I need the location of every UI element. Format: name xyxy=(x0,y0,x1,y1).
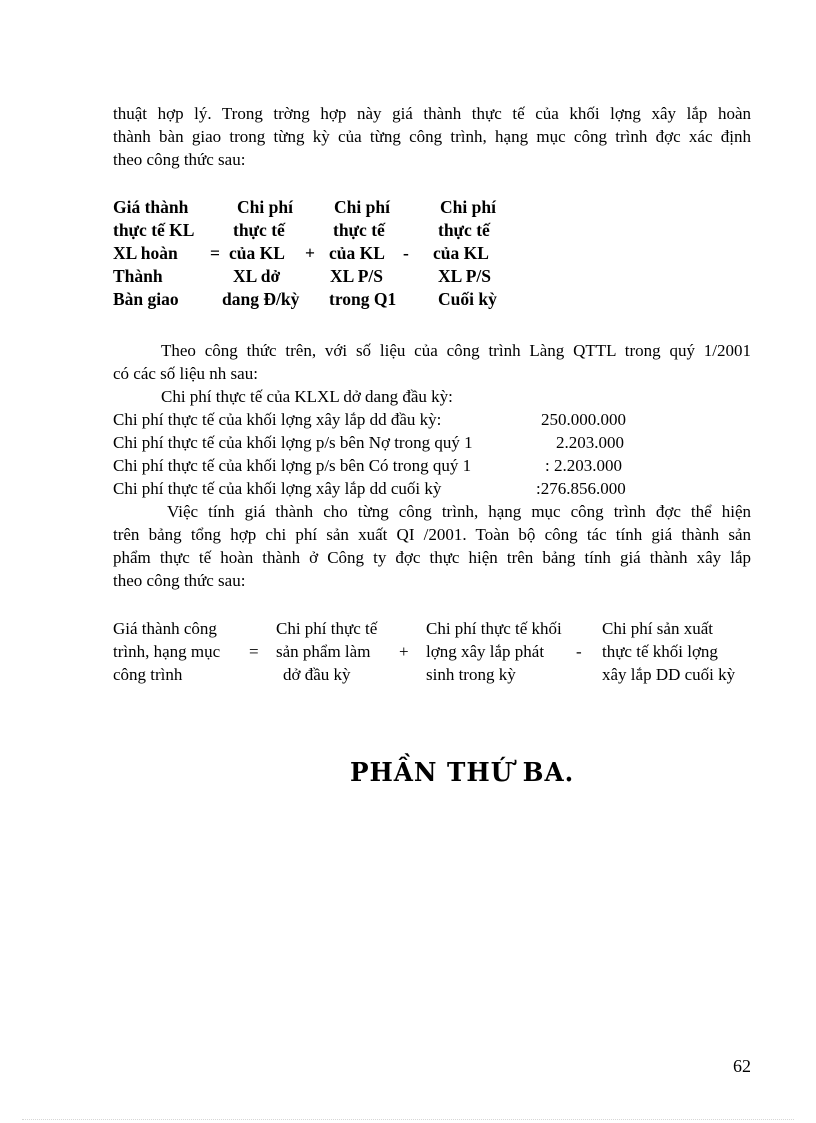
formula1-col4-line: XL P/S xyxy=(438,266,492,286)
para3-line: phẩm thực tế hoàn thành ở Công ty đợc thực hiện trên bảng tính giá thành xây lắp xyxy=(113,548,751,567)
formula1-equals-sign: = xyxy=(210,243,220,263)
formula2-col1-line: Giá thành công xyxy=(113,619,217,638)
formula1-col1-line: thực tế KL xyxy=(113,220,195,240)
formula1-col2-line: dang Đ/kỳ xyxy=(222,289,300,309)
intro-line: theo công thức sau: xyxy=(113,150,246,169)
formula1-col3-line: của KL xyxy=(329,243,385,263)
formula2-plus-sign: + xyxy=(399,642,409,661)
formula1-col1-line: XL hoàn xyxy=(113,243,178,263)
intro-line: thành bàn giao trong từng kỳ của từng công trình, hạng mục công trình đợc xác định xyxy=(113,127,751,146)
para2-subhead: Chi phí thực tế của KLXL dở dang đầu kỳ: xyxy=(161,387,453,406)
formula1-col3-line: trong Q1 xyxy=(329,289,397,309)
formula1-col1-line: Bàn giao xyxy=(113,289,179,309)
footer-divider xyxy=(22,1119,794,1120)
cost-row-label: Chi phí thực tế của khối lợng p/s bên Có trong quý 1 xyxy=(113,456,472,475)
cost-row-label: Chi phí thực tế của khối lợng xây lắp dd đầu kỳ: xyxy=(113,410,442,429)
cost-row-value: :276.856.000 xyxy=(536,479,626,498)
formula1-col4-line: Chi phí xyxy=(440,197,496,217)
formula1-col4-line: thực tế xyxy=(438,220,490,240)
cost-row-value: 250.000.000 xyxy=(541,410,626,429)
formula1-minus-sign: - xyxy=(403,243,409,263)
formula2-col2-line: Chi phí thực tế xyxy=(276,619,378,638)
formula1-col2-line: của KL xyxy=(229,243,285,263)
intro-line: thuật hợp lý. Trong trờng hợp này giá thành thực tế của khối lợng xây lắp hoàn xyxy=(113,104,751,123)
formula2-col4-line: thực tế khối lợng xyxy=(602,642,718,661)
formula2-col1-line: công trình xyxy=(113,665,183,684)
para3-line: theo công thức sau: xyxy=(113,571,246,590)
formula2-equals-sign: = xyxy=(249,642,259,661)
formula2-col1-line: trình, hạng mục xyxy=(113,642,221,661)
cost-row-label: Chi phí thực tế của khối lợng p/s bên Nợ trong quý 1 xyxy=(113,433,473,452)
intro-paragraph xyxy=(113,102,751,171)
para2-line: Theo công thức trên, với số liệu của công trình Làng QTTL trong quý 1/2001 xyxy=(161,341,751,360)
formula2-minus-sign: - xyxy=(576,642,582,661)
formula1-col3-line: Chi phí xyxy=(334,197,390,217)
page-number: 62 xyxy=(733,1056,751,1076)
para3-line: trên bảng tổng hợp chi phí sản xuất QI /2001. Toàn bộ công tác tính giá thành sản xyxy=(113,525,751,544)
formula2-col4-line: Chi phí sản xuất xyxy=(602,619,713,638)
formula1-col2-line: Chi phí xyxy=(237,197,293,217)
formula1-col3-line: thực tế xyxy=(333,220,385,240)
formula2-col2-line: dở đầu kỳ xyxy=(283,665,351,684)
formula1-col2-line: XL dở xyxy=(233,266,281,286)
section-heading: PHẦN THỨ BA. xyxy=(350,758,575,788)
cost-row-label: Chi phí thực tế của khối lợng xây lắp dd cuối kỳ xyxy=(113,479,442,498)
formula2-col3-line: Chi phí thực tế khối xyxy=(426,619,562,638)
formula1-col1-line: Giá thành xyxy=(113,197,189,217)
formula2-col3-line: lợng xây lắp phát xyxy=(426,642,545,661)
formula1-plus-sign: + xyxy=(305,243,315,263)
formula1-col2-line: thực tế xyxy=(233,220,285,240)
cost-row-value: 2.203.000 xyxy=(556,433,624,452)
para2-line: có các số liệu nh sau: xyxy=(113,364,258,383)
para3-line: Việc tính giá thành cho từng công trình, hạng mục công trình đợc thể hiện xyxy=(167,502,751,521)
formula1-col4-line: Cuối kỳ xyxy=(438,289,497,309)
formula2-col2-line: sản phẩm làm xyxy=(276,642,371,661)
formula1-col4-line: của KL xyxy=(433,243,489,263)
formula1-col3-line: XL P/S xyxy=(330,266,384,286)
formula2-col3-line: sinh trong kỳ xyxy=(426,665,516,684)
formula1-col1-line: Thành xyxy=(113,266,163,286)
formula2-col4-line: xây lắp DD cuối kỳ xyxy=(602,665,736,684)
cost-row-value: : 2.203.000 xyxy=(545,456,622,475)
